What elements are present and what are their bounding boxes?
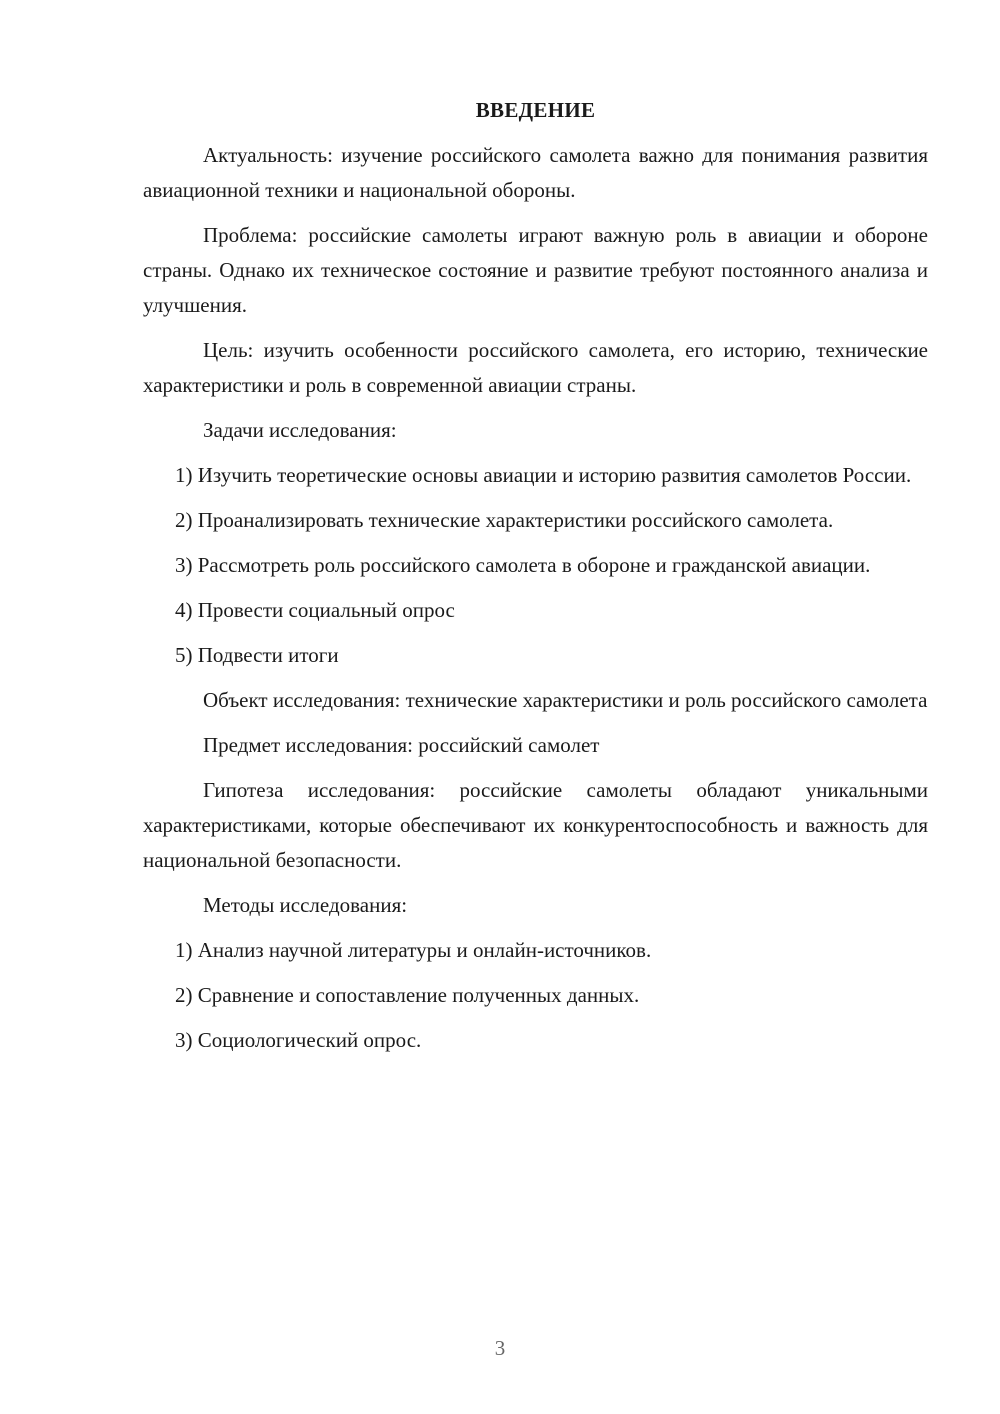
page-content (143, 93, 928, 1068)
task-item-1: 1) Изучить теоретические основы авиации и историю развития самолетов России. (175, 463, 912, 487)
page-title: ВВЕДЕНИЕ (475, 98, 596, 122)
task-item-2: 2) Проанализировать технические характеристики российского самолета. (175, 508, 834, 532)
paragraph-relevance: Актуальность: изучение российского самолета важно для понимания развития авиационной техники и национальной обороны. (143, 143, 928, 202)
paragraph-problem: Проблема: российские самолеты играют важную роль в авиации и обороне страны. Однако их техническое состояние и развитие требуют постоянного анализа и улучшения. (143, 223, 928, 317)
method-item-3: 3) Социологический опрос. (175, 1028, 422, 1052)
page-number: 3 (494, 1336, 506, 1360)
task-item-4: 4) Провести социальный опрос (175, 598, 455, 622)
paragraph-subject: Предмет исследования: российский самолет (203, 733, 600, 757)
methods-heading: Методы исследования: (203, 893, 408, 917)
task-item-3: 3) Рассмотреть роль российского самолета в обороне и гражданской авиации. (175, 553, 871, 577)
paragraph-object: Объект исследования: технические характеристики и роль российского самолета (203, 688, 928, 712)
paragraph-goal: Цель: изучить особенности российского самолета, его историю, технические характеристики и роль в современной авиации страны. (143, 338, 928, 397)
paragraph-hypothesis: Гипотеза исследования: российские самолеты обладают уникальными характеристиками, которые обеспечивают их конкурентоспособность и важность для национальной безопасности. (143, 778, 928, 872)
method-item-1: 1) Анализ научной литературы и онлайн-источников. (175, 938, 652, 962)
task-item-5: 5) Подвести итоги (175, 643, 339, 667)
method-item-2: 2) Сравнение и сопоставление полученных данных. (175, 983, 640, 1007)
tasks-heading: Задачи исследования: (203, 418, 397, 442)
